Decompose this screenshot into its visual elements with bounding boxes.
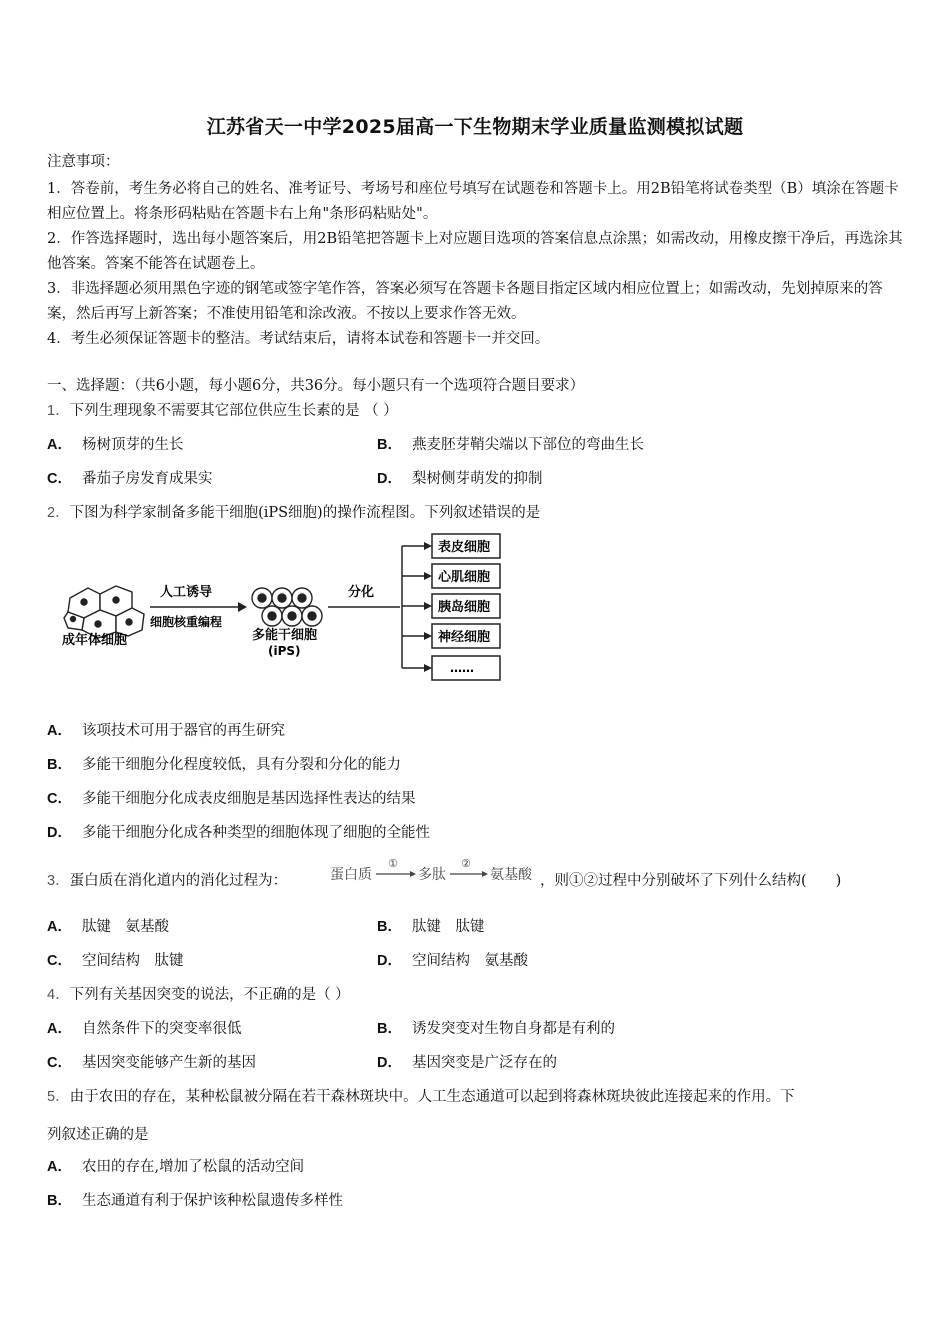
notice-item-1: 1．答卷前，考生务必将自己的姓名、准考证号、考场号和座位号填写在试题卷和答题卡上。用2B铅笔将试卷类型（B）填涂在答题卡相应位置上。将条形码粘贴在答题卡右上角"条形码粘贴处"。 xyxy=(47,181,899,222)
question-stem: 下图为科学家制备多能干细胞(iPS细胞)的操作流程图。下列叙述错误的是 xyxy=(69,505,541,521)
formula-step-2: ② xyxy=(461,857,471,870)
question-number: 4． xyxy=(47,987,70,1003)
question-number: 2． xyxy=(47,505,70,521)
box-etc: …… xyxy=(450,661,474,675)
section-header: 一、选择题：（共6小题，每小题6分，共36分。每小题只有一个选项符合题目要求） xyxy=(47,378,585,394)
q2-option-d[interactable]: D． 多能干细胞分化成各种类型的细胞体现了细胞的全能性 xyxy=(47,825,430,841)
arrow-bottom-label: 细胞核重编程 xyxy=(150,615,223,629)
q5-option-b[interactable]: B． 生态通道有利于保护该种松鼠遗传多样性 xyxy=(47,1193,343,1209)
adult-cell-label: 成年体细胞 xyxy=(62,633,128,648)
digestion-formula xyxy=(328,852,540,888)
formula-step-1: ① xyxy=(388,857,398,870)
ips-flow-diagram xyxy=(40,528,520,698)
notice-item-3: 3．非选择题必须用黑色字迹的钢笔或签字笔作答，答案必须写在答题卡各题目指定区域内相应位置上；如需改动，先划掉原来的答案，然后再写上新答案；不准使用铅笔和涂改液。不按以上要求作答无效。 xyxy=(47,281,883,322)
q3-option-d[interactable]: D． 空间结构 氨基酸 xyxy=(377,953,528,969)
question-number: 1． xyxy=(47,403,70,419)
ips-cells-icon xyxy=(252,588,322,626)
question-number: 3． xyxy=(47,873,70,889)
q4-option-c[interactable]: C． 基因突变能够产生新的基因 xyxy=(47,1055,256,1071)
formula-arrowhead-1 xyxy=(410,871,416,877)
q5-option-a[interactable]: A． 农田的存在,增加了松鼠的活动空间 xyxy=(47,1159,305,1175)
q1-option-c[interactable]: C． 番茄子房发育成果实 xyxy=(47,471,213,487)
q4-option-b[interactable]: B． 诱发突变对生物自身都是有利的 xyxy=(377,1021,615,1037)
formula-protein: 蛋白质 xyxy=(330,867,372,883)
q4-option-a[interactable]: A． 自然条件下的突变率很低 xyxy=(47,1021,242,1037)
box-neural: 神经细胞 xyxy=(438,630,491,645)
q1-option-a[interactable]: A． 杨树顶芽的生长 xyxy=(47,437,184,453)
arrow-top-label: 人工诱导 xyxy=(160,585,213,600)
formula-amino-acid: 氨基酸 xyxy=(490,867,532,883)
question-5-stem-line-2: 列叙述正确的是 xyxy=(47,1127,149,1143)
q3-option-b[interactable]: B． 肽键 肽键 xyxy=(377,919,485,935)
box-epidermal: 表皮细胞 xyxy=(438,540,491,555)
question-2 xyxy=(47,503,540,523)
box-cardiac: 心肌细胞 xyxy=(438,570,491,585)
page-title: 江苏省天一中学2025届高一下生物期末学业质量监测模拟试题 xyxy=(206,116,744,138)
differentiation-label: 分化 xyxy=(348,585,375,600)
branch-lines xyxy=(402,546,426,668)
q3-option-a[interactable]: A． 肽键 氨基酸 xyxy=(47,919,169,935)
question-number: 5． xyxy=(47,1089,70,1105)
question-3-stem-post: ，则①②过程中分别破坏了下列什么结构( ) xyxy=(540,873,842,889)
q2-option-c[interactable]: C． 多能干细胞分化成表皮细胞是基因选择性表达的结果 xyxy=(47,791,416,807)
question-1 xyxy=(47,401,398,421)
formula-arrowhead-2 xyxy=(482,871,488,877)
question-5 xyxy=(47,1087,795,1107)
q4-option-d[interactable]: D． 基因突变是广泛存在的 xyxy=(377,1055,557,1071)
ips-sub-label: (iPS) xyxy=(268,644,301,658)
question-3 xyxy=(47,871,287,891)
q3-option-c[interactable]: C． 空间结构 肽键 xyxy=(47,953,184,969)
question-4 xyxy=(47,985,350,1005)
notice-header: 注意事项： xyxy=(47,154,120,170)
formula-peptide: 多肽 xyxy=(418,867,446,883)
notice-item-4: 4．考生必须保证答题卡的整洁。考试结束后，请将本试卷和答题卡一并交回。 xyxy=(47,331,550,347)
notice-item-2: 2．作答选择题时，选出每小题答案后，用2B铅笔把答题卡上对应题目选项的答案信息点涂黑；如需改动，用橡皮擦干净后，再选涂其他答案。答案不能答在试题卷上。 xyxy=(47,231,903,272)
question-stem-pre: 蛋白质在消化道内的消化过程为： xyxy=(69,873,288,889)
question-stem-line-1: 由于农田的存在，某种松鼠被分隔在若干森林斑块中。人工生态通道可以起到将森林斑块彼此连接起来的作用。下 xyxy=(69,1089,795,1105)
question-stem: 下列生理现象不需要其它部位供应生长素的是 （ ） xyxy=(69,403,398,419)
q1-option-d[interactable]: D． 梨树侧芽萌发的抑制 xyxy=(377,471,543,487)
ips-label: 多能干细胞 xyxy=(252,628,318,643)
branch-arrowheads xyxy=(424,542,432,672)
q2-option-b[interactable]: B． 多能干细胞分化程度较低，具有分裂和分化的能力 xyxy=(47,757,401,773)
induction-arrow-head xyxy=(238,602,247,612)
q1-option-b[interactable]: B． 燕麦胚芽鞘尖端以下部位的弯曲生长 xyxy=(377,437,644,453)
q2-option-a[interactable]: A． 该项技术可用于器官的再生研究 xyxy=(47,723,285,739)
box-islet: 胰岛细胞 xyxy=(438,600,491,615)
question-stem: 下列有关基因突变的说法，不正确的是（ ） xyxy=(69,987,350,1003)
adult-cells-icon xyxy=(64,586,144,638)
